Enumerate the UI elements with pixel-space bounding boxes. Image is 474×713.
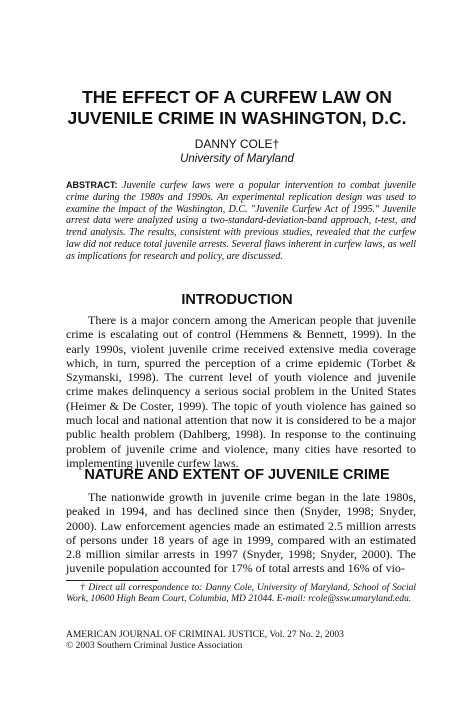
abstract (66, 180, 416, 263)
correspondence-footnote: † Direct all correspondence to: Danny Cole, University of Maryland, School of Social Work, 10600 High Beam Court, Columbia, MD 21044. E-mail: rcole@ssw.umaryland.edu. (66, 583, 416, 605)
article-title (40, 87, 434, 129)
title-line-1: THE EFFECT OF A CURFEW LAW ON (82, 87, 392, 107)
section-heading-nature-extent: NATURE AND EXTENT OF JUVENILE CRIME (84, 467, 390, 483)
abstract-text: Juvenile curfew laws were a popular intervention to combat juvenile crime during the 1980s and 1990s. An experimental replication design was used to examine the impact of the Washington, D.C. "Juvenile Curfew Act of 1995." Juvenile arrest data were analyzed using a two-standard-deviation-band approach, t-test, and trend analysis. The results, consistent with previous studies, revealed that the curfew law did not reduce total juvenile arrests. Several flaws inherent in curfew laws, as well as implications for research and policy, are discussed. (66, 180, 416, 262)
nature-extent-paragraph: The nationwide growth in juvenile crime began in the late 1980s, peaked in 1994, and has declined since then (Snyder, 1998; Snyder, 2000). Law enforcement agencies made an estimated 2.5 million arrests of persons under 18 years of age in 1999, compared with an estimated 2.8 million similar arrests in 1997 (Snyder, 1998; Snyder, 2000). The juvenile population accounted for 17% of total arrests and 16% of vio- (66, 490, 416, 576)
introduction-paragraph: There is a major concern among the American people that juvenile crime is escalating out of control (Hemmens & Bennett, 1999). In the early 1990s, violent juvenile crime received extensive media coverage which, in turn, spurred the perception of a crime epidemic (Torbet & Szymanski, 1998). The current level of youth violence and juvenile crime makes delinquency a serious social problem in the United States (Heimer & De Coster, 1999). The topic of youth violence has gained so much local and national attention that now it is considered to be a major public health problem (Dahlberg, 1998). In response to the continuing problem of juvenile crime and violence, many cities have resorted to implementing juvenile curfew laws. (66, 313, 416, 470)
footnote-divider (66, 580, 158, 581)
journal-citation (66, 630, 416, 652)
journal-info: AMERICAN JOURNAL OF CRIMINAL JUSTICE, Vol. 27 No. 2, 2003 (66, 630, 344, 640)
copyright-notice: © 2003 Southern Criminal Justice Association (66, 641, 243, 651)
abstract-label: ABSTRACT: (66, 180, 118, 190)
author-affiliation: University of Maryland (180, 153, 294, 165)
section-heading-introduction: INTRODUCTION (181, 292, 293, 308)
title-line-2: JUVENILE CRIME IN WASHINGTON, D.C. (67, 108, 407, 128)
author-name: DANNY COLE† (194, 137, 280, 151)
